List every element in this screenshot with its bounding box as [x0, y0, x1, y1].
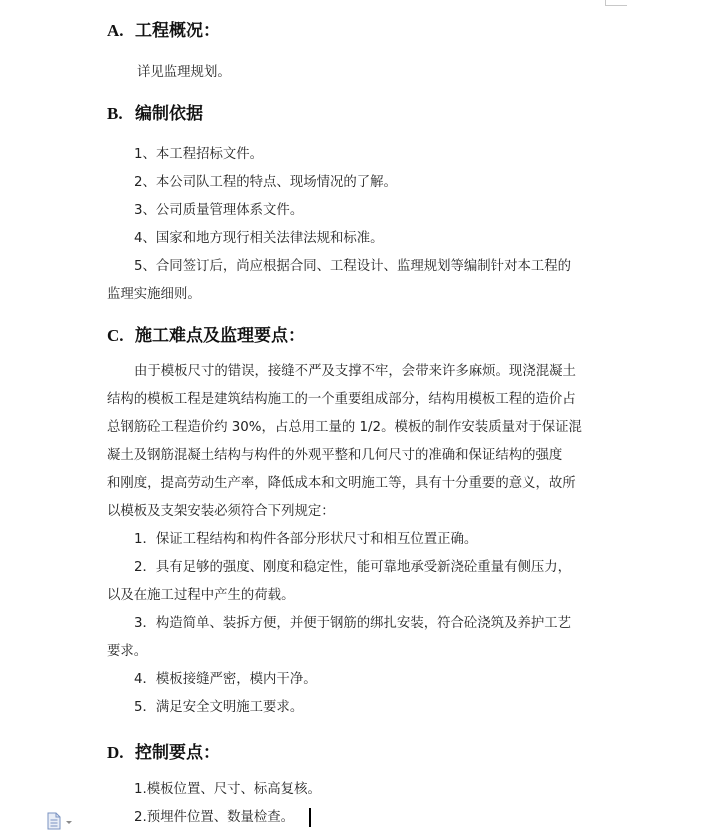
paragraph-line: 和刚度，提高劳动生产率，降低成本和文明施工等，具有十分重要的意义，故所	[107, 476, 576, 491]
list-item-continuation: 要求。	[107, 644, 148, 659]
list-item: 1．保证工程结构和构件各部分形状尺寸和相互位置正确。	[134, 532, 478, 547]
paragraph-line: 以模板及支架安装必须符合下列规定：	[107, 504, 335, 519]
list-item: 5、合同签订后，尚应根据合同、工程设计、监理规划等编制针对本工程的	[134, 259, 572, 274]
section-b-heading	[107, 99, 203, 124]
paragraph-line: 结构的模板工程是建筑结构施工的一个重要组成部分，结构用模板工程的造价占	[107, 392, 576, 407]
section-title: 编制依据	[135, 104, 203, 123]
list-item: 2.预埋件位置、数量检查。	[134, 810, 295, 825]
list-item: 5．满足安全文明施工要求。	[134, 700, 304, 715]
text-cursor	[309, 808, 311, 827]
list-item: 4、国家和地方现行相关法律法规和标准。	[134, 231, 384, 246]
document-options-icon[interactable]	[46, 812, 74, 834]
paragraph-line: 凝土及钢筋混凝土结构与构件的外观平整和几何尺寸的准确和保证结构的强度	[107, 448, 563, 463]
list-item-continuation: 监理实施细则。	[107, 287, 201, 302]
section-title: 控制要点：	[135, 743, 220, 762]
section-c-heading	[107, 321, 305, 346]
section-letter: D.	[107, 743, 124, 762]
list-item: 2．具有足够的强度、刚度和稳定性，能可靠地承受新浇砼重量有侧压力，	[134, 560, 572, 575]
section-letter: A.	[107, 21, 124, 40]
list-item: 3．构造简单、装拆方便，并便于钢筋的绑扎安装，符合砼浇筑及养护工艺	[134, 616, 572, 631]
list-item: 1.模板位置、尺寸、标高复核。	[134, 782, 321, 797]
paragraph-line: 总钢筋砼工程造价约 30%，占总用工量的 1/2。模板的制作安装质量对于保证混	[107, 420, 582, 435]
list-item: 4．模板接缝严密，模内干净。	[134, 672, 317, 687]
list-item: 2、本公司队工程的特点、现场情况的了解。	[134, 175, 397, 190]
section-letter: C.	[107, 326, 124, 345]
section-title: 施工难点及监理要点：	[135, 326, 305, 345]
list-item: 1、本工程招标文件。	[134, 147, 264, 162]
list-item-continuation: 以及在施工过程中产生的荷载。	[107, 588, 295, 603]
paragraph-line: 由于模板尺寸的错误，接缝不严及支撑不牢，会带来许多麻烦。现浇混凝土	[134, 364, 576, 379]
list-item: 3、公司质量管理体系文件。	[134, 203, 304, 218]
section-a-heading	[107, 16, 220, 41]
paragraph: 详见监理规划。	[137, 65, 231, 80]
section-d-heading	[107, 738, 220, 763]
section-title: 工程概况：	[135, 21, 220, 40]
page-corner-mark	[605, 5, 627, 6]
section-letter: B.	[107, 104, 123, 123]
